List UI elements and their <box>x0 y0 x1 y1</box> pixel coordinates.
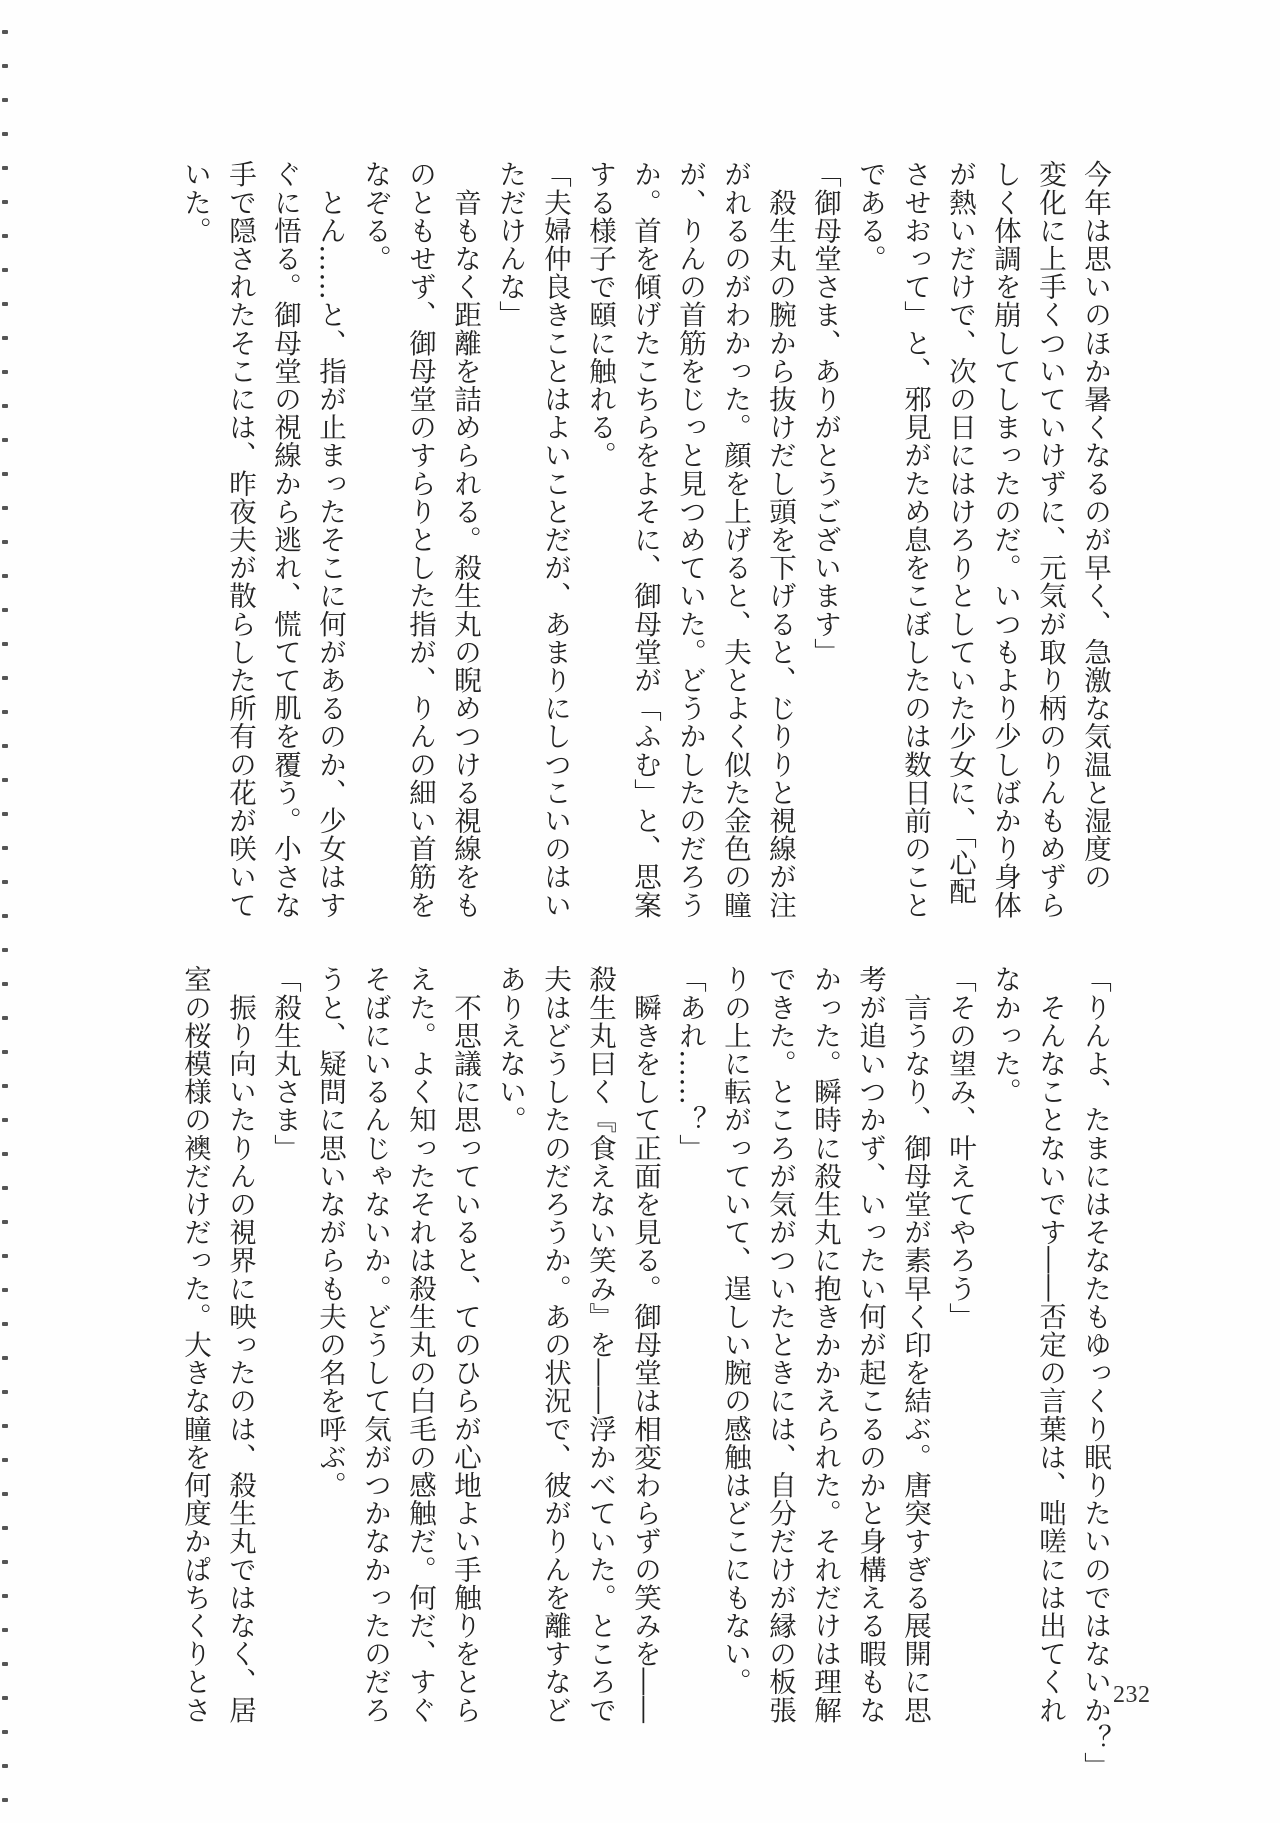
text-line: 殺生丸曰く『食えない笑み』を――浮かべていた。ところで <box>584 965 616 1724</box>
text-line: がれるのがわかった。顔を上げると、夫とよく似た金色の瞳 <box>719 160 751 919</box>
binding-mark <box>2 812 8 816</box>
text-line: 室の桜模様の襖だけだった。大きな瞳を何度かぱちくりとさ <box>179 965 211 1724</box>
text-line: 言うなり、御母堂が素早く印を結ぶ。唐突すぎる展開に思 <box>899 965 931 1724</box>
text-line: かった。瞬時に殺生丸に抱きかかえられた。それだけは理解 <box>809 965 841 1724</box>
binding-mark <box>2 1662 8 1666</box>
binding-mark <box>2 1458 8 1462</box>
text-line: 変化に上手くついていけずに、元気が取り柄のりんもめずら <box>1034 160 1066 919</box>
text-line: させおって」と、邪見がため息をこぼしたのは数日前のこと <box>899 160 931 919</box>
text-line: 振り向いたりんの視界に映ったのは、殺生丸ではなく、居 <box>224 965 256 1724</box>
binding-mark <box>2 642 8 646</box>
text-line: 今年は思いのほか暑くなるのが早く、急激な気温と湿度の <box>1079 160 1111 891</box>
text-line: なぞる。 <box>359 160 391 273</box>
binding-mark <box>2 778 8 782</box>
binding-mark <box>2 1152 8 1156</box>
text-line: うと、疑問に思いながらも夫の名を呼ぶ。 <box>314 965 346 1499</box>
binding-mark <box>2 438 8 442</box>
binding-mark <box>2 1356 8 1360</box>
text-line: しく体調を崩してしまったのだ。いつもより少しばかり身体 <box>989 160 1021 919</box>
binding-mark <box>2 200 8 204</box>
binding-mark <box>2 1696 8 1700</box>
page-number: 232 <box>1113 1682 1151 1708</box>
text-line: できた。ところが気がついたときには、自分だけが縁の板張 <box>764 965 796 1724</box>
text-line: 「あれ……？」 <box>674 965 706 1162</box>
binding-mark <box>2 1390 8 1394</box>
binding-mark <box>2 608 8 612</box>
text-line: 「りんよ、たまにはそなたもゆっくり眠りたいのではないか？」 <box>1079 965 1111 1780</box>
binding-mark <box>2 1016 8 1020</box>
binding-mark <box>2 336 8 340</box>
binding-mark <box>2 268 8 272</box>
binding-mark <box>2 506 8 510</box>
binding-mark <box>2 914 8 918</box>
text-line: 手で隠されたそこには、昨夜夫が散らした所有の花が咲いて <box>224 160 256 919</box>
text-line: のともせず、御母堂のすらりとした指が、りんの細い首筋を <box>404 160 436 919</box>
binding-mark <box>2 1730 8 1734</box>
binding-mark <box>2 1424 8 1428</box>
text-line: えた。よく知ったそれは殺生丸の白毛の感触だ。何だ、すぐ <box>404 965 436 1724</box>
text-line: りの上に転がっていて、逞しい腕の感触はどこにもない。 <box>719 965 751 1696</box>
text-line: 「その望み、叶えてやろう」 <box>944 965 976 1331</box>
text-line: ぐに悟る。御母堂の視線から逃れ、慌てて肌を覆う。小さな <box>269 160 301 919</box>
binding-mark <box>2 1288 8 1292</box>
binding-mark <box>2 948 8 952</box>
text-line: 夫はどうしたのだろうか。あの状況で、彼がりんを離すなど <box>539 965 571 1724</box>
binding-mark <box>2 1050 8 1054</box>
binding-mark <box>2 1322 8 1326</box>
text-line: とん……と、指が止まったそこに何があるのか、少女はす <box>314 160 346 919</box>
binding-mark <box>2 64 8 68</box>
binding-mark <box>2 132 8 136</box>
binding-mark <box>2 472 8 476</box>
binding-mark <box>2 30 8 34</box>
text-line: 殺生丸の腕から抜けだし頭を下げると、じりりと視線が注 <box>764 160 796 919</box>
binding-mark <box>2 1526 8 1530</box>
text-line: 「夫婦仲良きことはよいことだが、あまりにしつこいのはい <box>539 160 571 919</box>
binding-mark <box>2 1764 8 1768</box>
binding-mark <box>2 710 8 714</box>
binding-mark <box>2 302 8 306</box>
bottom-text-block <box>172 965 1117 1780</box>
text-line: そばにいるんじゃないか。どうして気がつかなかったのだろ <box>359 965 391 1724</box>
binding-mark <box>2 1186 8 1190</box>
binding-mark <box>2 404 8 408</box>
text-line: が熱いだけで、次の日にはけろりとしていた少女に、「心配 <box>944 160 976 905</box>
binding-mark <box>2 1798 8 1802</box>
binding-mark <box>2 574 8 578</box>
binding-mark <box>2 1594 8 1598</box>
text-line: いた。 <box>179 160 211 245</box>
text-line: ただけんな」 <box>494 160 526 329</box>
text-line: 考が追いつかず、いったい何が起こるのかと身構える暇もな <box>854 965 886 1724</box>
text-line: 不思議に思っていると、てのひらが心地よい手触りをとら <box>449 965 481 1724</box>
text-line: 瞬きをして正面を見る。御母堂は相変わらずの笑みを―― <box>629 965 661 1724</box>
binding-mark <box>2 98 8 102</box>
text-line: 「殺生丸さま」 <box>269 965 301 1162</box>
text-line: そんなことないです――否定の言葉は、咄嗟には出てくれ <box>1034 965 1066 1724</box>
binding-mark <box>2 234 8 238</box>
text-line: ありえない。 <box>494 965 526 1134</box>
binding-mark <box>2 1118 8 1122</box>
binding-mark <box>2 370 8 374</box>
text-line: 「御母堂さま、ありがとうございます」 <box>809 160 841 666</box>
binding-mark <box>2 166 8 170</box>
text-line: か。首を傾げたこちらをよそに、御母堂が「ふむ」と、思案 <box>629 160 661 919</box>
binding-mark <box>2 1254 8 1258</box>
binding-mark <box>2 1492 8 1496</box>
binding-edge <box>0 0 14 1823</box>
binding-mark <box>2 1084 8 1088</box>
binding-mark <box>2 744 8 748</box>
top-text-block <box>172 160 1117 919</box>
text-line: である。 <box>854 160 886 273</box>
text-line: なかった。 <box>989 965 1021 1106</box>
binding-mark <box>2 880 8 884</box>
binding-mark <box>2 540 8 544</box>
binding-mark <box>2 676 8 680</box>
text-line: 音もなく距離を詰められる。殺生丸の睨めつける視線をも <box>449 160 481 919</box>
binding-mark <box>2 1220 8 1224</box>
binding-mark <box>2 1560 8 1564</box>
binding-mark <box>2 1628 8 1632</box>
text-line: する様子で頤に触れる。 <box>584 160 616 470</box>
binding-mark <box>2 846 8 850</box>
text-line: が、りんの首筋をじっと見つめていた。どうかしたのだろう <box>674 160 706 919</box>
binding-mark <box>2 982 8 986</box>
